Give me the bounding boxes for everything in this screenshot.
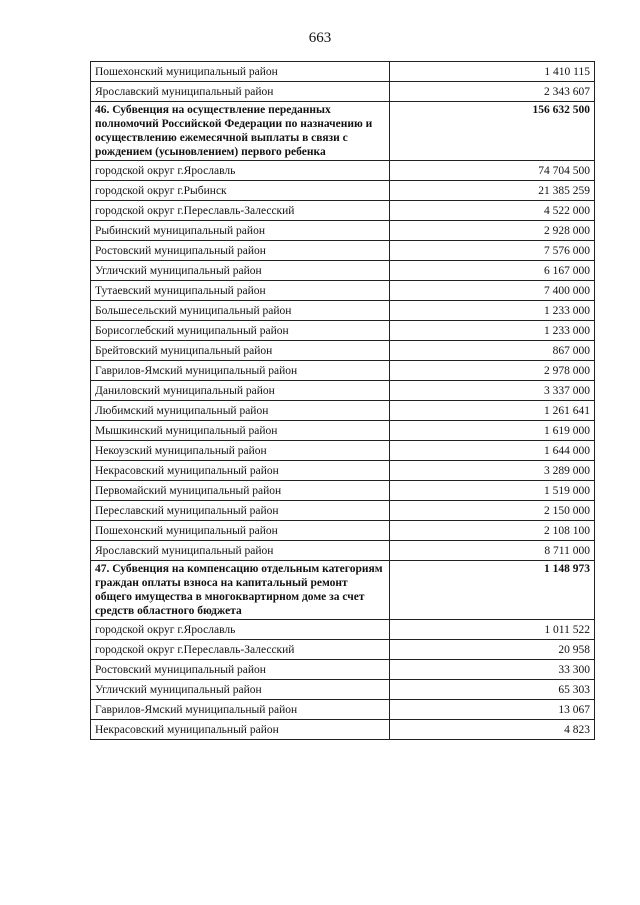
section-total: 156 632 500 <box>390 102 595 161</box>
recipient-name: Борисоглебский муниципальный район <box>91 321 390 341</box>
recipient-name: Мышкинский муниципальный район <box>91 421 390 441</box>
recipient-name: Пошехонский муниципальный район <box>91 521 390 541</box>
recipient-name: Пошехонский муниципальный район <box>91 62 390 82</box>
table-row <box>91 321 595 341</box>
table-row <box>91 541 595 561</box>
table-row <box>91 281 595 301</box>
recipient-name: Переславский муниципальный район <box>91 501 390 521</box>
amount-cell: 3 289 000 <box>390 461 595 481</box>
recipient-name: Тутаевский муниципальный район <box>91 281 390 301</box>
table-row <box>91 181 595 201</box>
amount-cell: 7 400 000 <box>390 281 595 301</box>
recipient-name: городской округ г.Ярославль <box>91 620 390 640</box>
amount-cell: 1 619 000 <box>390 421 595 441</box>
amount-cell: 2 108 100 <box>390 521 595 541</box>
budget-table <box>90 61 595 740</box>
table-row <box>91 82 595 102</box>
section-title: 47. Субвенция на компенсацию отдельным категориям граждан оплаты взноса на капитальный ремонт общего имущества в многоквартирном доме за счет средств областного бюджета <box>91 561 390 620</box>
table-row <box>91 401 595 421</box>
recipient-name: Ярославский муниципальный район <box>91 541 390 561</box>
recipient-name: Брейтовский муниципальный район <box>91 341 390 361</box>
recipient-name: Даниловский муниципальный район <box>91 381 390 401</box>
table-row <box>91 201 595 221</box>
amount-cell: 20 958 <box>390 640 595 660</box>
table-row <box>91 301 595 321</box>
section-total: 1 148 973 <box>390 561 595 620</box>
recipient-name: городской округ г.Переславль-Залесский <box>91 201 390 221</box>
amount-cell: 7 576 000 <box>390 241 595 261</box>
amount-cell: 13 067 <box>390 700 595 720</box>
table-row <box>91 441 595 461</box>
table-row <box>91 241 595 261</box>
recipient-name: Некрасовский муниципальный район <box>91 720 390 740</box>
amount-cell: 3 337 000 <box>390 381 595 401</box>
section-title: 46. Субвенция на осуществление переданных полномочий Российской Федерации по назначению и осуществлению ежемесячной выплаты в связи с рождением (усыновлением) первого ребенка <box>91 102 390 161</box>
amount-cell: 33 300 <box>390 660 595 680</box>
table-row <box>91 680 595 700</box>
table-row <box>91 381 595 401</box>
table-row <box>91 521 595 541</box>
amount-cell: 2 150 000 <box>390 501 595 521</box>
table-row <box>91 341 595 361</box>
page-number: 663 <box>308 30 332 46</box>
recipient-name: городской округ г.Переславль-Залесский <box>91 640 390 660</box>
table-row <box>91 361 595 381</box>
recipient-name: Любимский муниципальный район <box>91 401 390 421</box>
table-row <box>91 640 595 660</box>
recipient-name: Гаврилов-Ямский муниципальный район <box>91 700 390 720</box>
table-row <box>91 461 595 481</box>
amount-cell: 1 233 000 <box>390 321 595 341</box>
section-header-row <box>91 102 595 161</box>
table-row <box>91 421 595 441</box>
amount-cell: 8 711 000 <box>390 541 595 561</box>
amount-cell: 21 385 259 <box>390 181 595 201</box>
recipient-name: Ростовский муниципальный район <box>91 241 390 261</box>
recipient-name: Первомайский муниципальный район <box>91 481 390 501</box>
amount-cell: 2 343 607 <box>390 82 595 102</box>
recipient-name: Большесельский муниципальный район <box>91 301 390 321</box>
amount-cell: 65 303 <box>390 680 595 700</box>
amount-cell: 6 167 000 <box>390 261 595 281</box>
recipient-name: Ярославский муниципальный район <box>91 82 390 102</box>
recipient-name: Ростовский муниципальный район <box>91 660 390 680</box>
recipient-name: городской округ г.Ярославль <box>91 161 390 181</box>
amount-cell: 4 823 <box>390 720 595 740</box>
table-row <box>91 62 595 82</box>
recipient-name: Угличский муниципальный район <box>91 261 390 281</box>
table-row <box>91 501 595 521</box>
recipient-name: Гаврилов-Ямский муниципальный район <box>91 361 390 381</box>
amount-cell: 2 978 000 <box>390 361 595 381</box>
table-row <box>91 261 595 281</box>
section-header-row <box>91 561 595 620</box>
recipient-name: Рыбинский муниципальный район <box>91 221 390 241</box>
table-row <box>91 620 595 640</box>
recipient-name: Некоузский муниципальный район <box>91 441 390 461</box>
amount-cell: 2 928 000 <box>390 221 595 241</box>
recipient-name: городской округ г.Рыбинск <box>91 181 390 201</box>
table-body <box>91 62 595 740</box>
amount-cell: 4 522 000 <box>390 201 595 221</box>
amount-cell: 1 519 000 <box>390 481 595 501</box>
amount-cell: 867 000 <box>390 341 595 361</box>
amount-cell: 1 233 000 <box>390 301 595 321</box>
recipient-name: Угличский муниципальный район <box>91 680 390 700</box>
recipient-name: Некрасовский муниципальный район <box>91 461 390 481</box>
amount-cell: 74 704 500 <box>390 161 595 181</box>
amount-cell: 1 644 000 <box>390 441 595 461</box>
table-row <box>91 221 595 241</box>
table-row <box>91 700 595 720</box>
table-row <box>91 720 595 740</box>
amount-cell: 1 011 522 <box>390 620 595 640</box>
amount-cell: 1 261 641 <box>390 401 595 421</box>
table-row <box>91 481 595 501</box>
amount-cell: 1 410 115 <box>390 62 595 82</box>
table-row <box>91 161 595 181</box>
table-row <box>91 660 595 680</box>
